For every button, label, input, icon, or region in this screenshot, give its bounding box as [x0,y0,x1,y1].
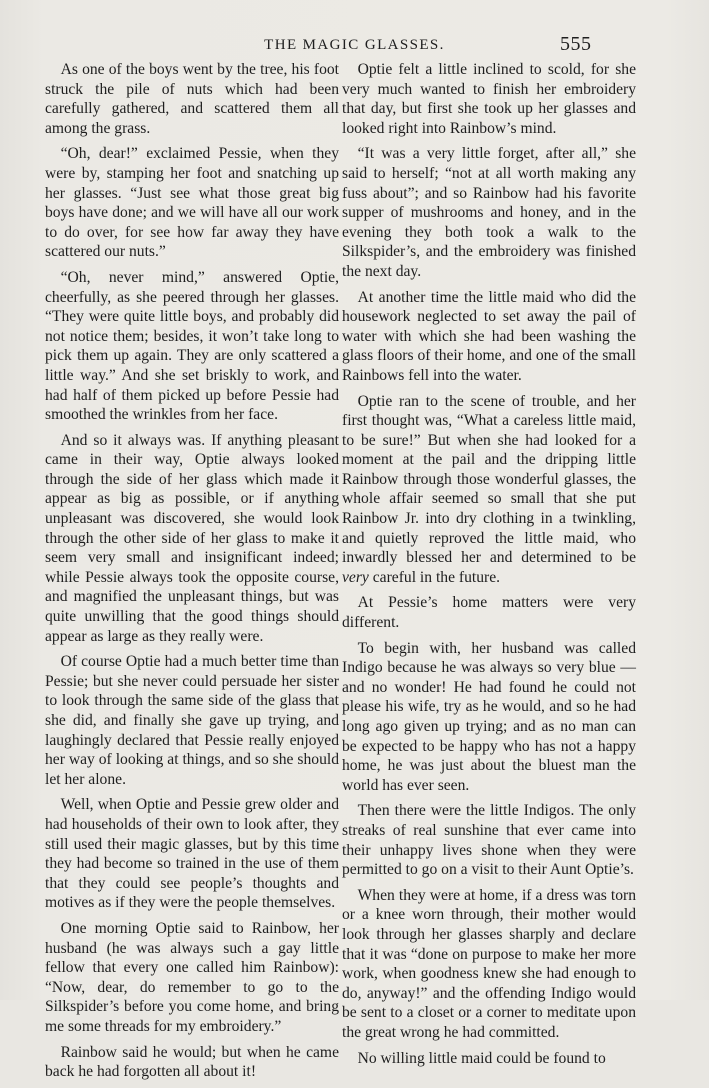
left-column [45,60,339,1088]
paragraph: Then there were the little Indigos. The only streaks of real sunshine that ever came into their unhappy lives shone when they were permitted to go on a visit to their Aunt Optie’s. [342,802,636,879]
paragraph: One morning Optie said to Rainbow, her husband (he was always such a gay little fellow that every one called him Rainbow): “Now, dear, do remember to go to the Silkspider’s before you come home, and bring me some threads for my embroidery.” [45,919,339,1035]
paragraph: “Oh, never mind,” answered Optie, cheerfully, as she peered through her glasses. “They were quite little boys, and probably did not notice them; besides, it won’t take long to pick them up again. They are only scattered a little way.” And she set briskly to work, and had half of them picked up before Pessie had smoothed the wrinkles from her face. [45,268,339,424]
paragraph: To begin with, her husband was called Indigo because he was always so very blue — and no wonder! He had found he could not please his wife, try as he would, and so he had long ago given up trying; and as no man can be expected to be happy who has not a happy home, he was just about the bluest man the world has ever seen. [342,639,636,794]
running-header: THE MAGIC GLASSES. [264,37,445,53]
paragraph: As one of the boys went by the tree, his foot struck the pile of nuts which had been carefully gathered, and scattered them all among the grass. [45,61,339,137]
page-number: 555 [560,33,592,55]
paragraph: “Oh, dear!” exclaimed Pessie, when they were by, stamping her foot and snatching up her glasses. “Just see what those great big boys have done; and we will have all our work to do over, for see how far away they have scattered our nuts.” [45,145,339,261]
right-column [342,60,636,1074]
paragraph-text: careful in the future. [368,568,501,586]
paragraph: Optie felt a little inclined to scold, for she very much wanted to finish her embroidery that day, but first she took up her glasses and looked right into Rainbow’s mind. [342,61,636,137]
paragraph: At Pessie’s home matters were very different. [342,594,636,632]
paragraph: No willing little maid could be found to [357,1049,606,1067]
paragraph: When they were at home, if a dress was torn or a knee worn through, their mother would look through her glasses sharply and declare that it was “done on purpose to make her more work, when goodness knew she had enough to do, anyway!” and the offending Indigo would be sent to a closet or a corner to meditate upon the great wrong he had committed. [342,886,636,1041]
paragraph: Well, when Optie and Pessie grew older and had households of their own to look after, they still used their magic glasses, but by this time they had become so trained in the use of them that they could see people’s thoughts and motives as if they were the people themselves. [45,796,339,912]
emphasis-text: very [342,568,369,586]
paragraph: “It was a very little forget, after all,” she said to herself; “not at all worth making any fuss about”; and so Rainbow had his favorite supper of mushrooms and honey, and in the evening they both took a walk to the Silkspider’s, and the embroidery was finished the next day. [342,145,636,280]
paragraph: And so it always was. If anything pleasant came in their way, Optie always looked through the side of her glass which made it appear as big as possible, or if anything unpleasant was discovered, she would look through the other side of her glass to make it seem very small and insignificant indeed; while Pessie always took the opposite course, and magnified the unpleasant things, but was quite unwilling that the good things should appear as large as they really were. [45,431,339,645]
paragraph [342,392,636,588]
paragraph: Rainbow said he would; but when he came back he had forgotten all about it! [45,1043,339,1081]
paragraph: Of course Optie had a much better time than Pessie; but she never could persuade her sister to look through the same side of the glass that she did, and finally she gave up trying, and laughingly declared that Pessie really enjoyed her way of looking at things, and so she should let her alone. [45,653,339,788]
paragraph-text: Optie ran to the scene of trouble, and her first thought was, “What a careless little maid, to be sure!” But when she had looked for a moment at the pail and the dripping little Rainbow through those wonderful glasses, the whole affair seemed so small that she put Rainbow Jr. into dry clothing in a twinkling, and quietly reproved the little maid, who inwardly blessed her and determined to be [342,392,636,567]
paragraph: At another time the little maid who did the housework neglected to set away the pail of water with which she had been washing the glass floors of their home, and one of the small Rainbows fell into the water. [342,288,636,384]
